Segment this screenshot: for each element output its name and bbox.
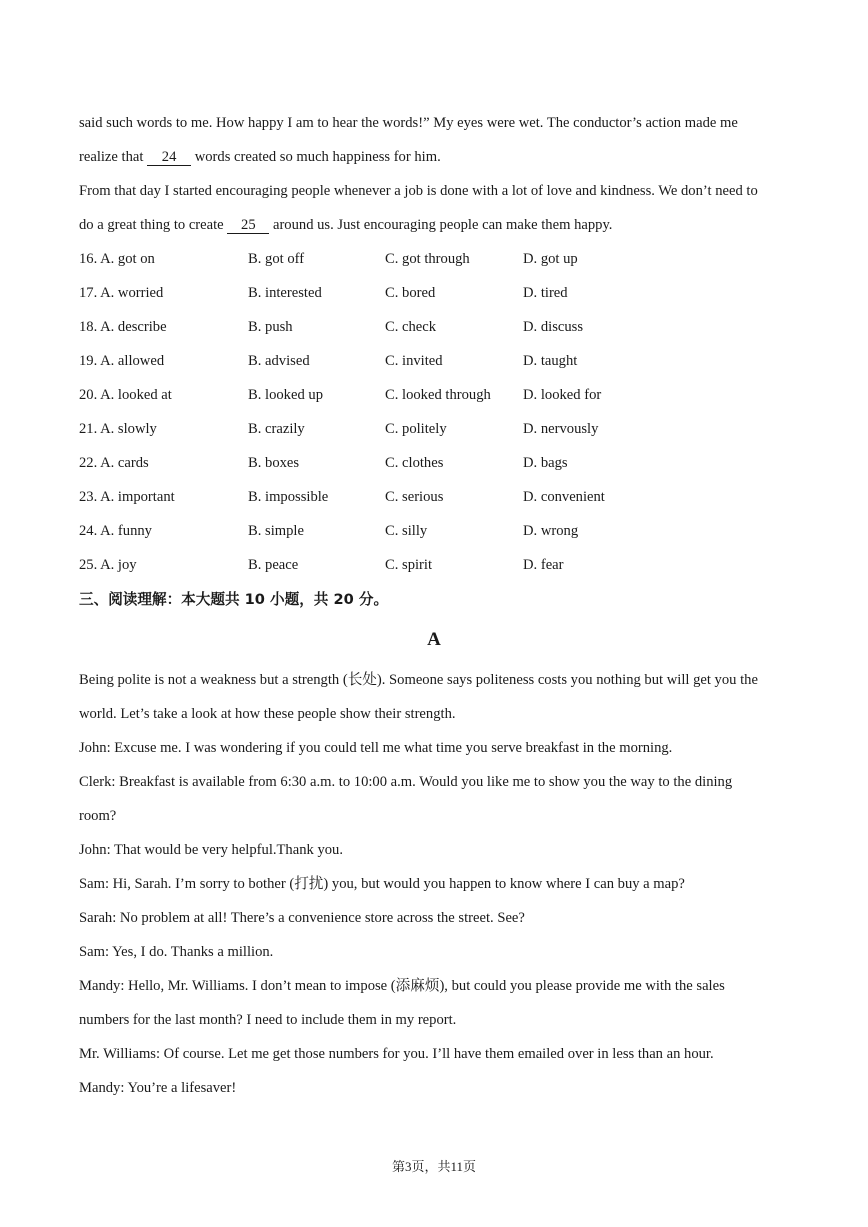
question-18	[79, 317, 779, 337]
option-c: C. silly	[385, 523, 428, 539]
question-21	[79, 419, 779, 439]
question-17	[79, 283, 779, 303]
blank-25: 25	[227, 217, 269, 234]
option-b: B. crazily	[248, 421, 305, 437]
option-b: B. boxes	[248, 455, 300, 471]
option-c: C. clothes	[385, 455, 444, 471]
option-a: 16. A. got on	[79, 251, 155, 267]
option-b: B. push	[248, 319, 293, 335]
reading-line: numbers for the last month? I need to include them in my report.	[79, 1012, 457, 1028]
option-a: 17. A. worried	[79, 285, 164, 301]
option-a: 22. A. cards	[79, 455, 149, 471]
option-b: B. got off	[248, 251, 305, 267]
question-22	[79, 453, 779, 473]
passage-text: realize that	[79, 149, 148, 165]
option-d: D. discuss	[523, 319, 583, 335]
option-d: D. convenient	[523, 489, 605, 505]
reading-line: room?	[79, 808, 117, 824]
passage-line-1: said such words to me. How happy I am to hear the words!” My eyes were wet. The conductor’s action made me	[79, 115, 738, 131]
option-a: 21. A. slowly	[79, 421, 157, 437]
option-b: B. impossible	[248, 489, 329, 505]
reading-line: Mandy: You’re a lifesaver!	[79, 1080, 237, 1096]
question-24	[79, 521, 779, 541]
reading-line: Sam: Yes, I do. Thanks a million.	[79, 944, 274, 960]
option-d: D. nervously	[523, 421, 599, 437]
blank-24: 24	[147, 149, 191, 166]
option-d: D. taught	[523, 353, 578, 369]
passage-text: around us. Just encouraging people can make them happy.	[269, 217, 613, 233]
question-20	[79, 385, 779, 405]
option-b: B. interested	[248, 285, 322, 301]
option-d: D. bags	[523, 455, 568, 471]
option-a: 25. A. joy	[79, 557, 137, 573]
option-b: B. looked up	[248, 387, 323, 403]
reading-line: John: Excuse me. I was wondering if you could tell me what time you serve breakfast in the morning.	[79, 740, 673, 756]
reading-line: Sam: Hi, Sarah. I’m sorry to bother (打扰) you, but would you happen to know where I can buy a map?	[79, 876, 685, 892]
option-a: 18. A. describe	[79, 319, 167, 335]
option-c: C. got through	[385, 251, 470, 267]
section-title: 三、阅读理解：本大题共 10 小题，共 20 分。	[79, 591, 389, 608]
question-16	[79, 249, 779, 269]
option-d: D. fear	[523, 557, 564, 573]
passage-text: do a great thing to create	[79, 217, 228, 233]
reading-line: Being polite is not a weakness but a strength (长处). Someone says politeness costs you nothing but will get you the	[79, 672, 758, 688]
reading-line: Mr. Williams: Of course. Let me get those numbers for you. I’ll have them emailed over in less than an hour.	[79, 1046, 714, 1062]
option-b: B. peace	[248, 557, 299, 573]
option-b: B. advised	[248, 353, 310, 369]
option-a: 19. A. allowed	[79, 353, 165, 369]
passage-heading: A	[427, 629, 441, 650]
question-19	[79, 351, 779, 371]
reading-line: Sarah: No problem at all! There’s a convenience store across the street. See?	[79, 910, 525, 926]
option-d: D. looked for	[523, 387, 602, 403]
reading-line: Mandy: Hello, Mr. Williams. I don’t mean to impose (添麻烦), but could you please provide me with the sales	[79, 978, 725, 994]
option-a: 20. A. looked at	[79, 387, 172, 403]
reading-line: world. Let’s take a look at how these people show their strength.	[79, 706, 456, 722]
option-c: C. invited	[385, 353, 443, 369]
question-25	[79, 555, 779, 575]
option-b: B. simple	[248, 523, 304, 539]
option-c: C. spirit	[385, 557, 433, 573]
option-c: C. looked through	[385, 387, 491, 403]
option-c: C. check	[385, 319, 437, 335]
option-c: C. bored	[385, 285, 436, 301]
option-c: C. serious	[385, 489, 444, 505]
reading-line: John: That would be very helpful.Thank you.	[79, 842, 343, 858]
passage-line-3: From that day I started encouraging people whenever a job is done with a lot of love and kindness. We don’t need to	[79, 183, 758, 199]
passage-text: words created so much happiness for him.	[191, 149, 441, 165]
page-number: 第3页，共11页	[391, 1159, 477, 1174]
option-d: D. wrong	[523, 523, 579, 539]
option-a: 23. A. important	[79, 489, 175, 505]
question-23	[79, 487, 779, 507]
option-d: D. tired	[523, 285, 568, 301]
passage-line-4	[79, 215, 612, 235]
reading-line: Clerk: Breakfast is available from 6:30 a.m. to 10:00 a.m. Would you like me to show you the way to the dining	[79, 774, 733, 790]
passage-line-2	[79, 147, 441, 167]
option-c: C. politely	[385, 421, 447, 437]
option-a: 24. A. funny	[79, 523, 152, 539]
option-d: D. got up	[523, 251, 578, 267]
